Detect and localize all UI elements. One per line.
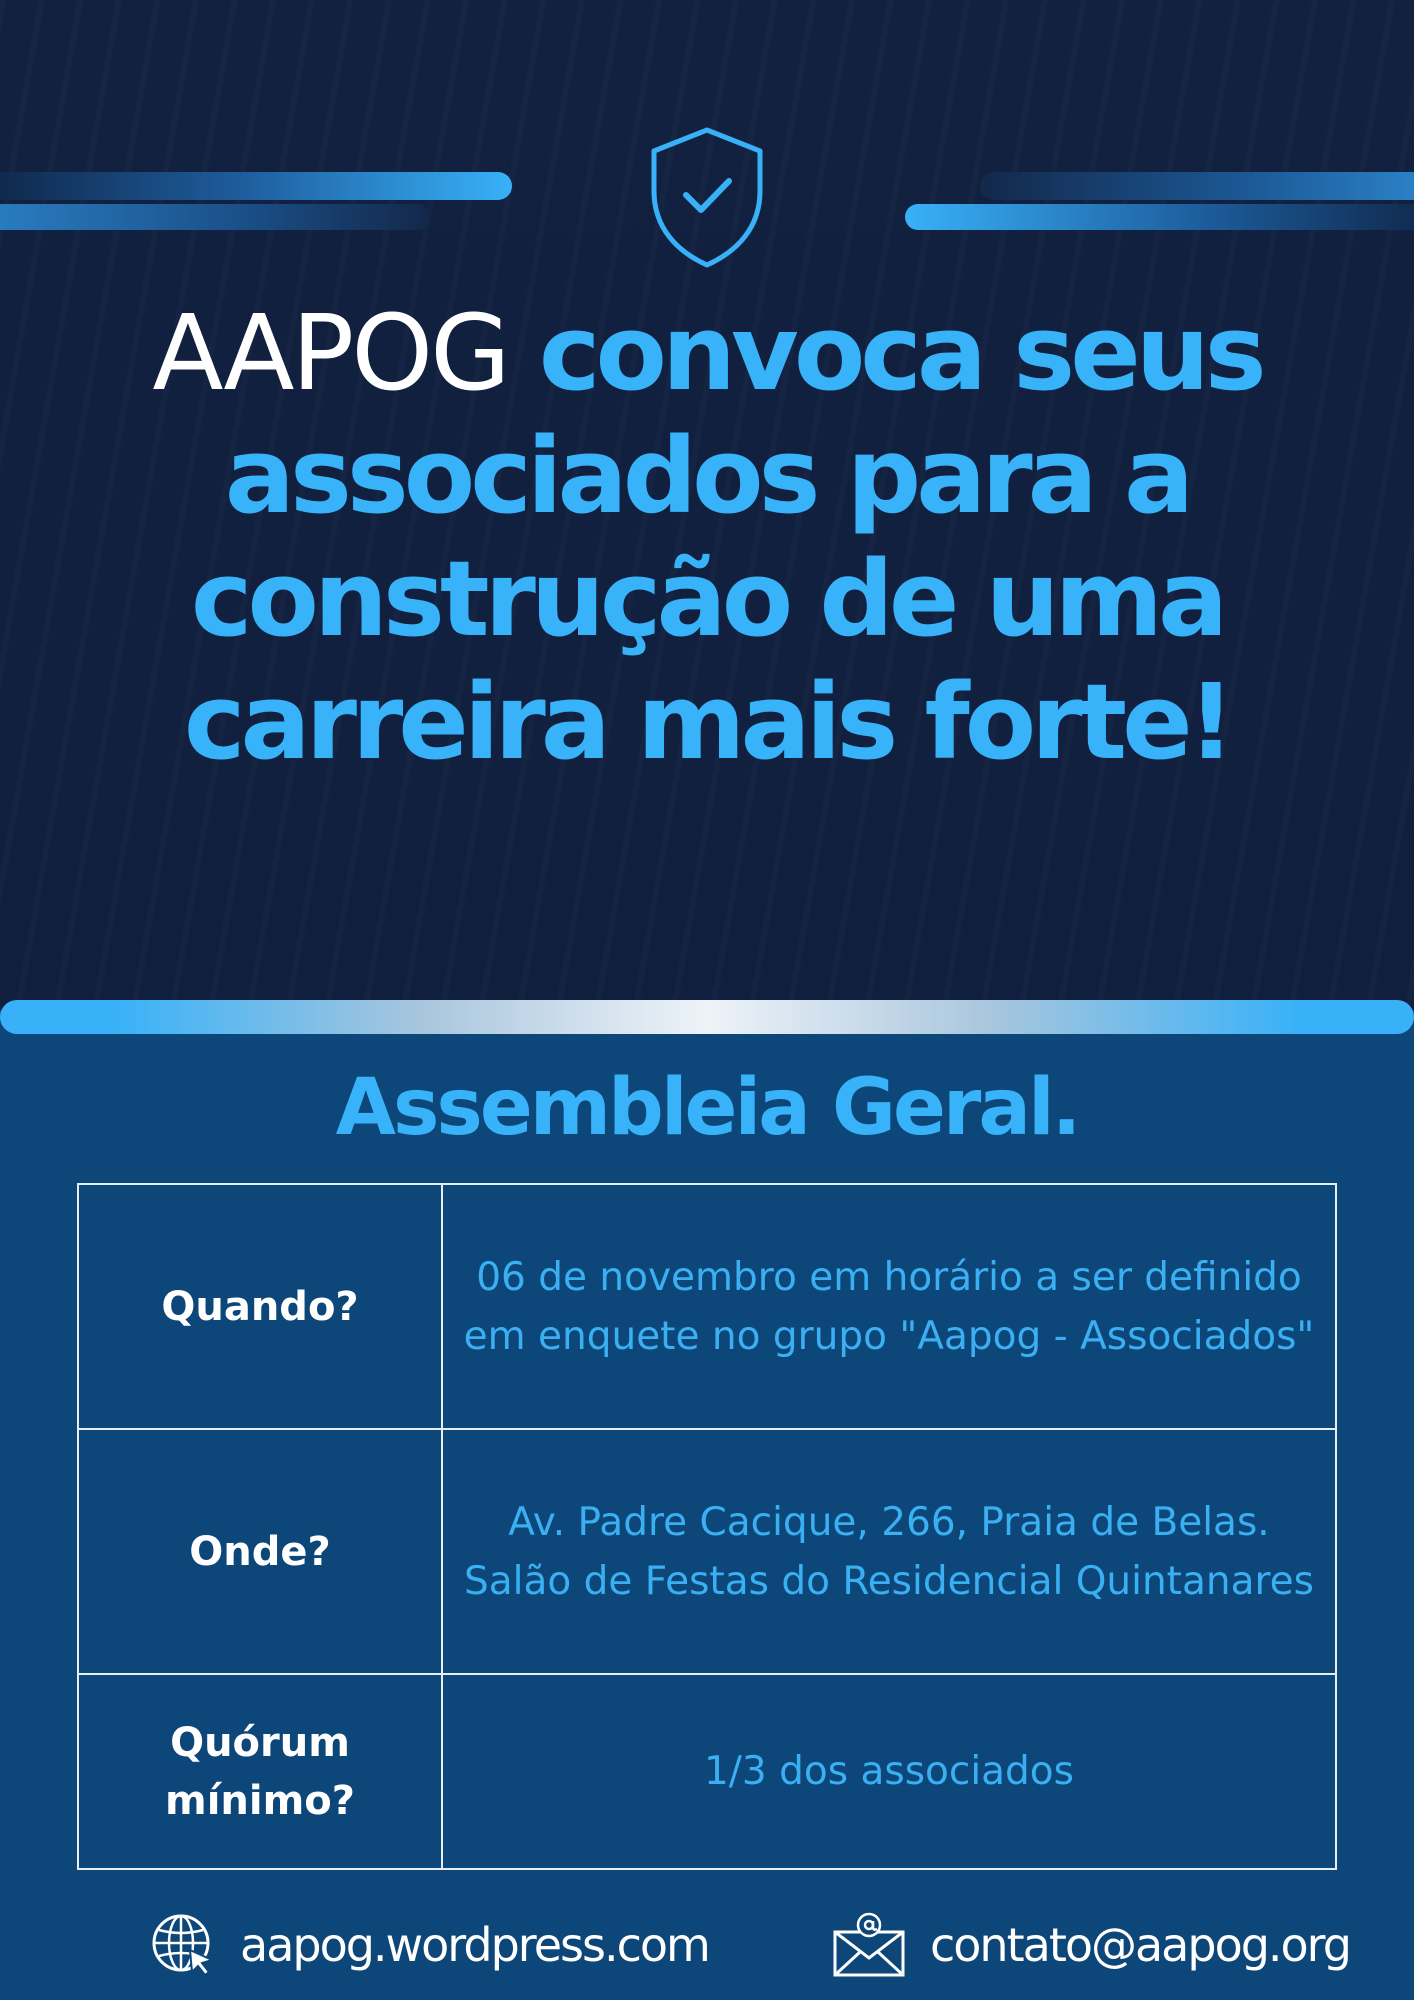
footer-website[interactable] bbox=[150, 1910, 709, 1980]
headline bbox=[0, 292, 1414, 784]
table-row bbox=[78, 1184, 1336, 1429]
globe-cursor-icon bbox=[150, 1912, 216, 1978]
decor-stripe-right-top bbox=[980, 172, 1414, 200]
headline-brand: AAPOG bbox=[152, 292, 508, 414]
shield-check-icon bbox=[646, 125, 768, 270]
section-divider bbox=[0, 1000, 1414, 1034]
footer-email[interactable] bbox=[832, 1910, 1350, 1980]
row-value-where: Av. Padre Cacique, 266, Praia de Belas. Salão de Festas do Residencial Quintanares bbox=[442, 1429, 1336, 1674]
decor-stripe-right-bottom bbox=[905, 204, 1414, 230]
headline-message: convoca seus associados para a construção de uma carreira mais forte! bbox=[183, 292, 1262, 783]
decor-stripe-left-bottom bbox=[0, 204, 430, 230]
row-value-when: 06 de novembro em horário a ser definido em enquete no grupo "Aapog - Associados" bbox=[442, 1184, 1336, 1429]
row-label-quorum: Quórum mínimo? bbox=[78, 1674, 442, 1869]
section-title: Assembleia Geral. bbox=[335, 1063, 1079, 1153]
table-row bbox=[78, 1429, 1336, 1674]
row-value-quorum: 1/3 dos associados bbox=[442, 1674, 1336, 1869]
row-label-where: Onde? bbox=[78, 1429, 442, 1674]
row-label-when: Quando? bbox=[78, 1184, 442, 1429]
decor-stripe-left-top bbox=[0, 172, 512, 200]
envelope-at-icon bbox=[832, 1912, 906, 1978]
website-link[interactable]: aapog.wordpress.com bbox=[240, 1918, 709, 1972]
assembly-info-table bbox=[77, 1183, 1337, 1870]
table-row bbox=[78, 1674, 1336, 1869]
email-link[interactable]: contato@aapog.org bbox=[930, 1918, 1350, 1972]
